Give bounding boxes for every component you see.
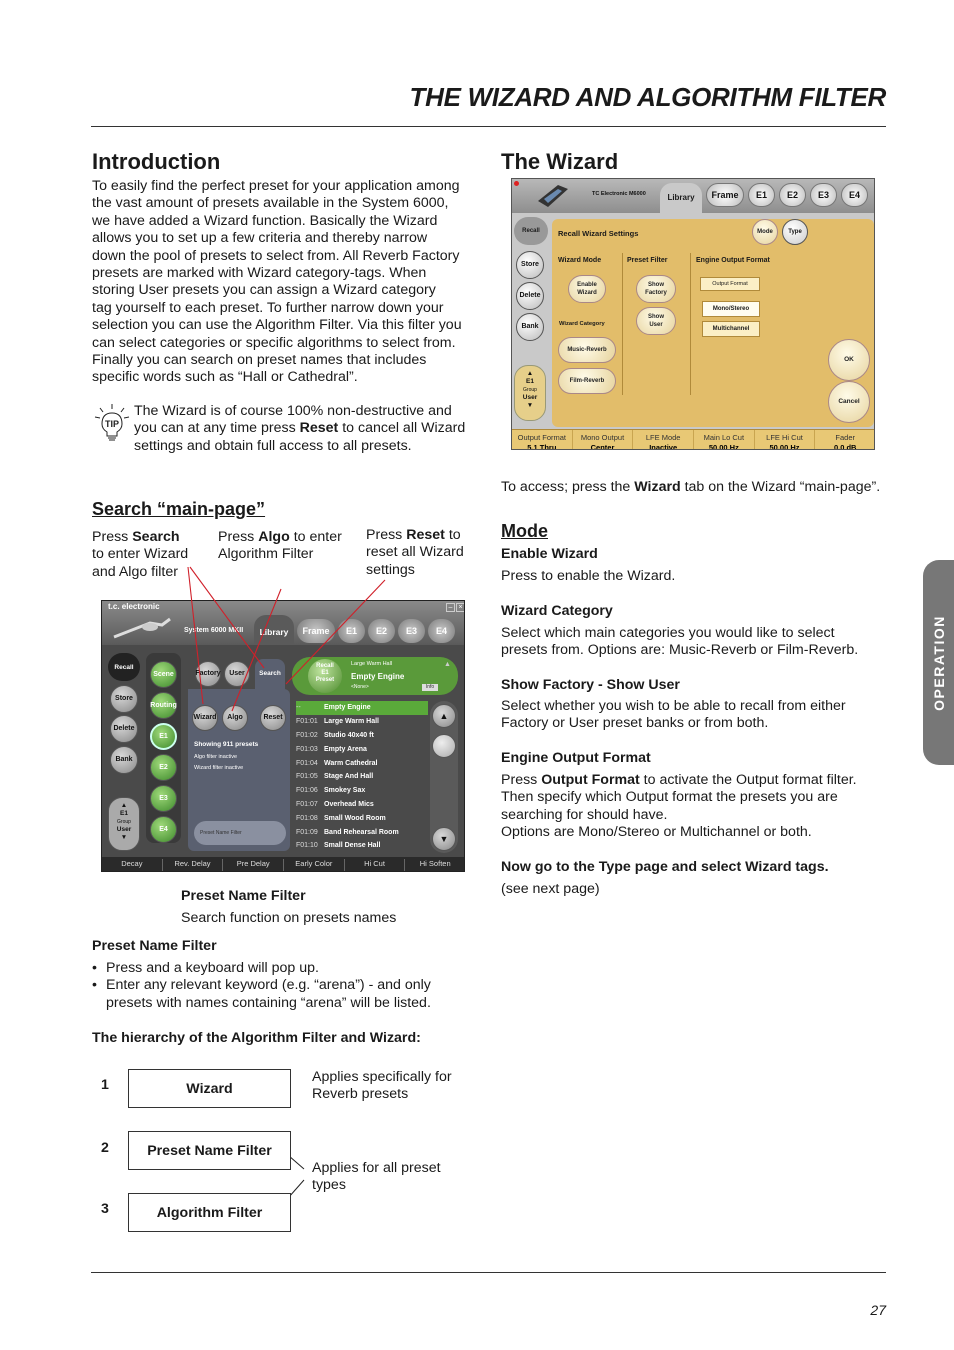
status-output-format: Output Format 5.1 Thru <box>512 430 573 450</box>
hierarchy-note-reverb: Applies specifically for Reverb presets <box>312 1069 452 1103</box>
store-button[interactable]: Store <box>110 685 138 713</box>
tab-e1[interactable]: E1 <box>338 619 365 643</box>
algo-button[interactable]: Algo <box>222 705 248 731</box>
search-heading: Search “main-page” <box>92 499 266 519</box>
recall-button[interactable]: Recall <box>514 217 548 245</box>
group-user-selector[interactable]: ▲ E1 Group User ▼ <box>108 797 140 851</box>
delete-button[interactable]: Delete <box>516 282 544 310</box>
intro-heading: Introduction <box>92 149 221 174</box>
tab-library[interactable]: Library <box>254 615 294 645</box>
user-button[interactable]: User <box>224 661 250 687</box>
enable-wizard-button[interactable]: Enable Wizard <box>568 275 606 303</box>
hierarchy-wizard-box: Wizard <box>128 1069 291 1108</box>
svg-text:TIP: TIP <box>104 419 120 429</box>
e4-button[interactable]: E4 <box>150 816 177 843</box>
bank-button[interactable]: Bank <box>516 313 544 341</box>
wizard-filter-status: Wizard filter inactive <box>194 765 244 771</box>
callout-algo: Press Algo to enter Algorithm Filter <box>218 529 342 563</box>
tip-text: The Wizard is of course 100% non-destructive and you can at any time press Reset to cancel all Wizard settings and obtain full access to all presets. <box>134 403 466 454</box>
store-button[interactable]: Store <box>516 251 544 279</box>
device-icon <box>536 181 570 209</box>
minimize-icon[interactable]: – <box>446 603 455 612</box>
system-name: System 6000 MKII <box>184 627 244 634</box>
next-step-title: Now go to the Type page and select Wizard tags. <box>501 859 829 875</box>
bank-button[interactable]: Bank <box>110 746 138 774</box>
enable-wizard-title: Enable Wizard <box>501 546 598 562</box>
mono-stereo-button[interactable]: Mono/Stereo <box>702 301 760 317</box>
enable-wizard-text: Press to enable the Wizard. <box>501 568 676 584</box>
list-item[interactable]: F01:04 Warm Cathedral <box>296 759 378 767</box>
scene-button[interactable]: Scene <box>150 661 177 688</box>
show-user-button[interactable]: Show User <box>636 307 676 335</box>
tab-e2[interactable]: E2 <box>779 183 806 207</box>
group-user-selector[interactable]: ▲ E1 Group User ▼ <box>514 365 546 421</box>
info-button[interactable]: Info <box>422 684 438 691</box>
status-mono-output: Mono Output Center <box>573 430 634 450</box>
status-bar: Decay Rev. Delay Pre Delay Early Color Hi Cut Hi Soften <box>102 857 465 872</box>
tab-frame[interactable]: Frame <box>706 183 744 207</box>
column-divider-1 <box>622 253 623 395</box>
wizard-button[interactable]: Wizard <box>192 705 218 731</box>
type-tab[interactable]: Type <box>782 219 808 245</box>
list-item[interactable]: F01:02 Studio 40x40 ft <box>296 731 374 739</box>
status-lfe-mode: LFE Mode Inactive <box>633 430 694 450</box>
scroll-down-icon[interactable]: ▼ <box>432 827 456 851</box>
reset-button[interactable]: Reset <box>260 705 286 731</box>
brand-logo: t.c. electronic <box>108 602 160 611</box>
engine-output-format-text: Press Output Format to activate the Output format filter. Then specify which Output format the presets you are searching for should have. Options are Mono/Stereo or Multichannel or both. <box>501 772 857 841</box>
tab-e3[interactable]: E3 <box>810 183 837 207</box>
wizard-heading: The Wizard <box>501 149 619 174</box>
indicator-dot <box>514 181 519 186</box>
list-item[interactable]: F01:10 Small Dense Hall <box>296 842 381 850</box>
list-item[interactable]: F01:09 Band Rehearsal Room <box>296 828 399 836</box>
tab-e4[interactable]: E4 <box>841 183 868 207</box>
pnf-bullets: • Press and a keyboard will pop up. • Enter any relevant keyword (e.g. “arena”) - and only presets with names containing “arena” will be listed. <box>92 960 482 1012</box>
engine-output-format-title: Engine Output Format <box>696 257 770 264</box>
wizard-mode-title: Wizard Mode <box>558 257 602 264</box>
preset-name-filter-field[interactable]: Preset Name Filter <box>194 821 286 845</box>
recall-e1-preset-badge[interactable]: Recall E1 Preset <box>308 659 342 693</box>
callout-reset: Press Reset to reset all Wizard settings <box>366 527 464 578</box>
pnf-caption-title: Preset Name Filter <box>181 888 306 904</box>
list-item: • Press and a keyboard will pop up. <box>92 960 319 976</box>
hierarchy-number-3: 3 <box>101 1201 109 1217</box>
factory-button[interactable]: Factory <box>195 661 221 687</box>
list-item[interactable]: F01:03 Empty Arena <box>296 745 367 753</box>
intro-text: To easily find the perfect preset for your application among the vast amount of presets available in the System 6000, we have added a Wizard function. Basically the Wizard allows you to set up a few criteria and thereby narrow down the pool of presets to select from. All Reverb Factory presets are marked with Wizard category-tags. When storing User presets you can assign a Wizard category tag yourself to each preset. To further narrow down your selection you can use the Algorithm Filter. Via this filter you can select categories or specific algorithms to select from. Finally you can search on preset names that includes specific words such as “Hall or Cathedral”. <box>92 178 462 386</box>
product-name: TC Electronic M6000 <box>592 191 646 197</box>
routing-button[interactable]: Routing <box>150 692 177 719</box>
e2-button[interactable]: E2 <box>150 754 177 781</box>
e3-button[interactable]: E3 <box>150 785 177 812</box>
next-step-text: (see next page) <box>501 881 600 897</box>
page-number: 27 <box>870 1302 886 1318</box>
tab-library[interactable]: Library <box>660 183 702 213</box>
search-tab[interactable]: Search <box>255 659 285 689</box>
wizard-category-title: Wizard Category <box>501 603 613 619</box>
output-format-button[interactable]: Output Format <box>700 277 760 291</box>
preset-filter-title: Preset Filter <box>627 257 668 264</box>
pnf-section-title: Preset Name Filter <box>92 938 217 954</box>
wizard-category-text: Select which main categories you would like to select presets from. Options are: Music-Reverb or Film-Reverb. <box>501 625 859 659</box>
cancel-button[interactable]: Cancel <box>828 381 870 423</box>
current-hall: Large Warm Hall <box>351 661 393 667</box>
tab-e2[interactable]: E2 <box>368 619 395 643</box>
hierarchy-preset-name-filter-box: Preset Name Filter <box>128 1131 291 1170</box>
recall-wizard-title: Recall Wizard Settings <box>558 229 639 238</box>
hierarchy-number-2: 2 <box>101 1140 109 1156</box>
status-fader: Fader 0.0 dB <box>815 430 875 450</box>
pnf-caption-desc: Search function on presets names <box>181 910 397 926</box>
tab-e3[interactable]: E3 <box>398 619 425 643</box>
current-preset-sub: <None> <box>351 684 369 690</box>
e1-button[interactable]: E1 <box>150 723 177 750</box>
list-item[interactable]: F01:01 Large Warm Hall <box>296 718 379 726</box>
status-main-lo-cut: Main Lo Cut 50.00 Hz <box>694 430 755 450</box>
tab-e4[interactable]: E4 <box>428 619 455 643</box>
hierarchy-algorithm-filter-box: Algorithm Filter <box>128 1193 291 1232</box>
show-factory-button[interactable]: Show Factory <box>636 275 676 303</box>
music-reverb-button[interactable]: Music-Reverb <box>558 337 616 363</box>
list-item[interactable]: F01:07 Overhead Mics <box>296 800 374 808</box>
callout-search: Press Search to enter Wizard and Algo filter <box>92 529 189 580</box>
wizard-page-screenshot <box>511 178 875 450</box>
status-lfe-hi-cut: LFE Hi Cut 50.00 Hz <box>755 430 816 450</box>
tab-e1[interactable]: E1 <box>748 183 775 207</box>
scroll-up-icon[interactable]: ▲ <box>432 704 456 728</box>
column-divider-2 <box>690 253 691 395</box>
list-item: • Enter any relevant keyword (e.g. “arena”) - and only <box>92 977 431 994</box>
list-item[interactable]: F01:05 Stage And Hall <box>296 773 374 781</box>
mode-tab[interactable]: Mode <box>752 219 778 245</box>
close-icon[interactable]: × <box>456 603 465 612</box>
operation-side-tab: OPERATION <box>923 560 954 765</box>
hierarchy-note-all: Applies for all preset types <box>312 1160 441 1194</box>
current-preset-name: Empty Engine <box>351 672 405 681</box>
hierarchy-number-1: 1 <box>101 1077 109 1093</box>
algo-filter-status: Algo filter inactive <box>194 754 238 760</box>
list-item[interactable]: F01:06 Smokey Sax <box>296 787 366 795</box>
up-arrow-icon[interactable]: ▲ <box>444 661 451 668</box>
show-factory-user-title: Show Factory - Show User <box>501 677 680 693</box>
wizard-status-bar <box>512 429 875 450</box>
list-item[interactable]: -- Empty Engine <box>296 701 428 715</box>
multichannel-button[interactable]: Multichannel <box>702 321 760 337</box>
engine-output-format-title: Engine Output Format <box>501 750 651 766</box>
page-title: THE WIZARD AND ALGORITHM FILTER <box>409 82 886 112</box>
film-reverb-button[interactable]: Film-Reverb <box>558 368 616 394</box>
wizard-access-text: To access; press the Wizard tab on the Wizard “main-page”. <box>501 479 881 495</box>
wizard-category-title: Wizard Category <box>559 321 605 327</box>
ok-button[interactable]: OK <box>828 339 870 381</box>
showing-count: Showing 911 presets <box>194 741 259 748</box>
show-factory-user-text: Select whether you wish to be able to recall from either Factory or User preset banks or from both. <box>501 698 846 732</box>
recall-button[interactable]: Recall <box>108 653 140 681</box>
delete-button[interactable]: Delete <box>110 715 138 743</box>
hierarchy-title: The hierarchy of the Algorithm Filter and Wizard: <box>92 1030 421 1046</box>
list-item[interactable]: F01:08 Small Wood Room <box>296 814 386 822</box>
mode-heading: Mode <box>501 521 548 541</box>
tab-frame[interactable]: Frame <box>297 619 335 643</box>
